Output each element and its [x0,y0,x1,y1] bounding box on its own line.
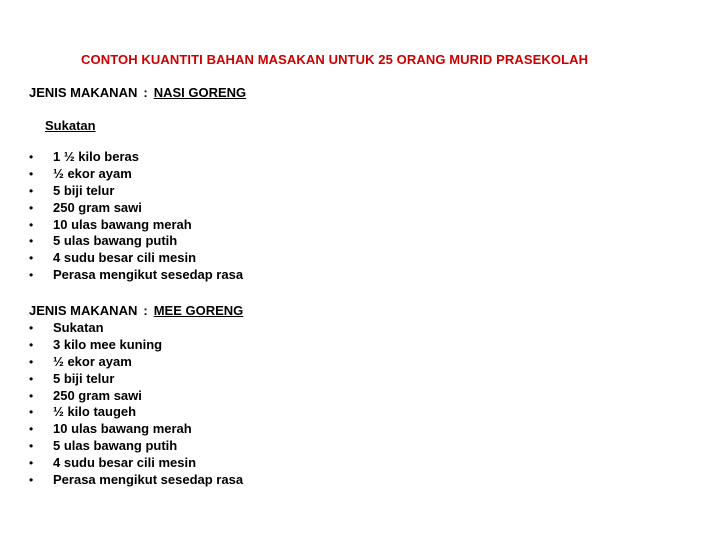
ingredient-text: 5 ulas bawang putih [53,233,178,249]
ingredient-text: 1 ½ kilo beras [53,149,139,164]
bullet-icon: • [29,354,34,369]
ingredient-text: 10 ulas bawang merah [53,216,192,232]
section-separator: : [143,85,148,100]
bullet-icon: • [29,473,34,488]
bullet-icon: • [29,183,34,198]
ingredient-text: Sukatan [53,320,104,335]
ingredient-text: 10 ulas bawang merah [53,421,192,437]
bullet-icon: • [29,251,34,266]
ingredient-text: 250 gram sawi [53,387,142,403]
bullet-icon: • [29,456,34,471]
bullet-icon: • [29,268,34,283]
bullet-icon: • [29,150,34,164]
ingredient-text: 3 kilo mee kuning [53,336,163,352]
section-mee-goreng-heading [29,303,243,318]
sukatan-subheading: Sukatan [45,118,96,133]
bullet-icon: • [29,337,34,352]
ingredient-text: 5 biji telur [53,370,115,386]
bullet-icon: • [29,439,34,454]
ingredient-text: 4 sudu besar cili mesin [53,455,197,471]
ingredient-text: 5 biji telur [53,182,115,198]
ingredient-text: 4 sudu besar cili mesin [53,250,197,266]
ingredient-text: ½ kilo taugeh [53,404,137,420]
section-label: JENIS MAKANAN [29,85,138,100]
section-nasi-goreng-heading [29,85,246,100]
bullet-icon: • [29,166,34,181]
ingredient-text: Perasa mengikut sesedap rasa [53,267,244,283]
ingredient-text: Perasa mengikut sesedap rasa [53,472,244,488]
ingredient-text: 250 gram sawi [53,199,142,215]
ingredient-text: ½ ekor ayam [53,353,132,369]
dish-name-nasi-goreng: NASI GORENG [153,85,247,100]
dish-name-mee-goreng: MEE GORENG [153,303,244,318]
section-separator: : [143,303,148,318]
ingredient-text: 5 ulas bawang putih [53,438,178,454]
bullet-icon: • [29,371,34,386]
section-label: JENIS MAKANAN [29,303,138,318]
ingredient-text: ½ ekor ayam [53,165,132,181]
bullet-icon: • [29,388,34,403]
bullet-icon: • [29,422,34,437]
bullet-icon: • [29,321,34,335]
bullet-icon: • [29,234,34,249]
page-title: CONTOH KUANTITI BAHAN MASAKAN UNTUK 25 ORANG MURID PRASEKOLAH [81,52,589,67]
bullet-icon: • [29,405,34,420]
bullet-icon: • [29,200,34,215]
bullet-icon: • [29,217,34,232]
